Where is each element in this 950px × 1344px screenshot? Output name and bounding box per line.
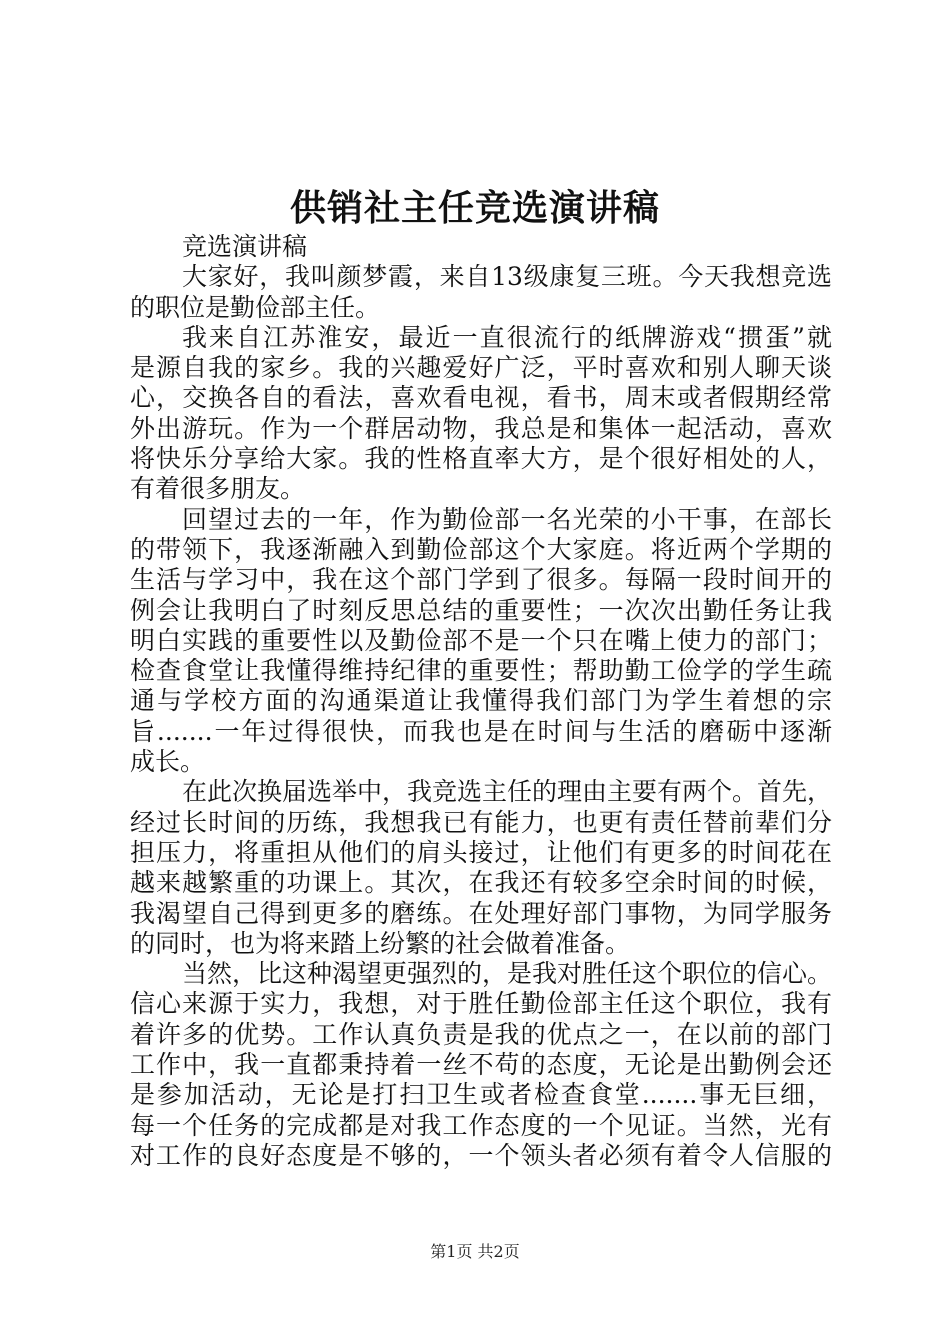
paragraph-line: 当然，比这种渴望更强烈的，是我对胜任这个职位的信心。 xyxy=(182,959,833,989)
paragraph-line: 检查食堂让我懂得维持纪律的重要性；帮助勤工俭学的学生疏 xyxy=(130,656,832,686)
document-body xyxy=(130,232,832,1171)
paragraph-line: 例会让我明白了时刻反思总结的重要性；一次次出勤任务让我 xyxy=(130,595,832,625)
paragraph-line: 越来越繁重的功课上。其次，在我还有较多空余时间的时候， xyxy=(130,868,832,898)
paragraph-line: 将快乐分享给大家。我的性格直率大方，是个很好相处的人， xyxy=(130,444,832,474)
paragraph-line: 每一个任务的完成都是对我工作态度的一个见证。当然，光有 xyxy=(130,1110,832,1140)
paragraph-line: 的带领下，我逐渐融入到勤俭部这个大家庭。将近两个学期的 xyxy=(130,534,832,564)
paragraph-line: 通与学校方面的沟通渠道让我懂得我们部门为学生着想的宗 xyxy=(130,686,832,716)
paragraph-line: 对工作的良好态度是不够的，一个领头者必须有着令人信服的 xyxy=(130,1140,832,1170)
paragraph-line: 是源自我的家乡。我的兴趣爱好广泛，平时喜欢和别人聊天谈 xyxy=(130,353,832,383)
paragraph-line: 竞选演讲稿 xyxy=(182,232,308,261)
paragraph-line: 我渴望自己得到更多的磨练。在处理好部门事物，为同学服务 xyxy=(130,898,832,928)
paragraph-line: 的职位是勤俭部主任。 xyxy=(130,292,381,322)
paragraph-line: 经过长时间的历练，我想我已有能力，也更有责任替前辈们分 xyxy=(130,807,832,837)
paragraph-line: 有着很多朋友。 xyxy=(130,474,306,504)
paragraph-line: 生活与学习中，我在这个部门学到了很多。每隔一段时间开的 xyxy=(130,565,832,595)
paragraph-line: 的同时，也为将来踏上纷繁的社会做着准备。 xyxy=(130,928,631,958)
paragraph-line: 旨.......一年过得很快，而我也是在时间与生活的磨砺中逐渐 xyxy=(130,716,832,746)
paragraph-line: 在此次换届选举中，我竞选主任的理由主要有两个。首先， xyxy=(182,777,833,807)
paragraph-line: 着许多的优势。工作认真负责是我的优点之一，在以前的部门 xyxy=(130,1019,832,1049)
paragraph-line: 担压力，将重担从他们的肩头接过，让他们有更多的时间花在 xyxy=(130,837,832,867)
paragraph-line: 明白实践的重要性以及勤俭部不是一个只在嘴上使力的部门； xyxy=(130,625,832,655)
page-title: 供销社主任竞选演讲稿 xyxy=(289,187,660,229)
paragraph-line: 成长。 xyxy=(130,747,206,777)
paragraph-line: 回望过去的一年，作为勤俭部一名光荣的小干事，在部长 xyxy=(182,504,832,534)
paragraph-line: 大家好，我叫颜梦霞，来自13级康复三班。今天我想竞选 xyxy=(182,262,832,292)
paragraph-line: 是参加活动，无论是打扫卫生或者检查食堂.......事无巨细， xyxy=(130,1080,832,1110)
paragraph-line: 工作中，我一直都秉持着一丝不苟的态度，无论是出勤例会还 xyxy=(130,1050,832,1080)
page-footer: 第1页 共2页 xyxy=(430,1242,520,1261)
paragraph-line: 我来自江苏淮安，最近一直很流行的纸牌游戏“掼蛋”就 xyxy=(182,322,832,352)
paragraph-line: 外出游玩。作为一个群居动物，我总是和集体一起活动，喜欢 xyxy=(130,413,832,443)
paragraph-line: 心，交换各自的看法，喜欢看电视，看书，周末或者假期经常 xyxy=(130,383,832,413)
paragraph-line: 信心来源于实力，我想，对于胜任勤俭部主任这个职位，我有 xyxy=(130,989,832,1019)
